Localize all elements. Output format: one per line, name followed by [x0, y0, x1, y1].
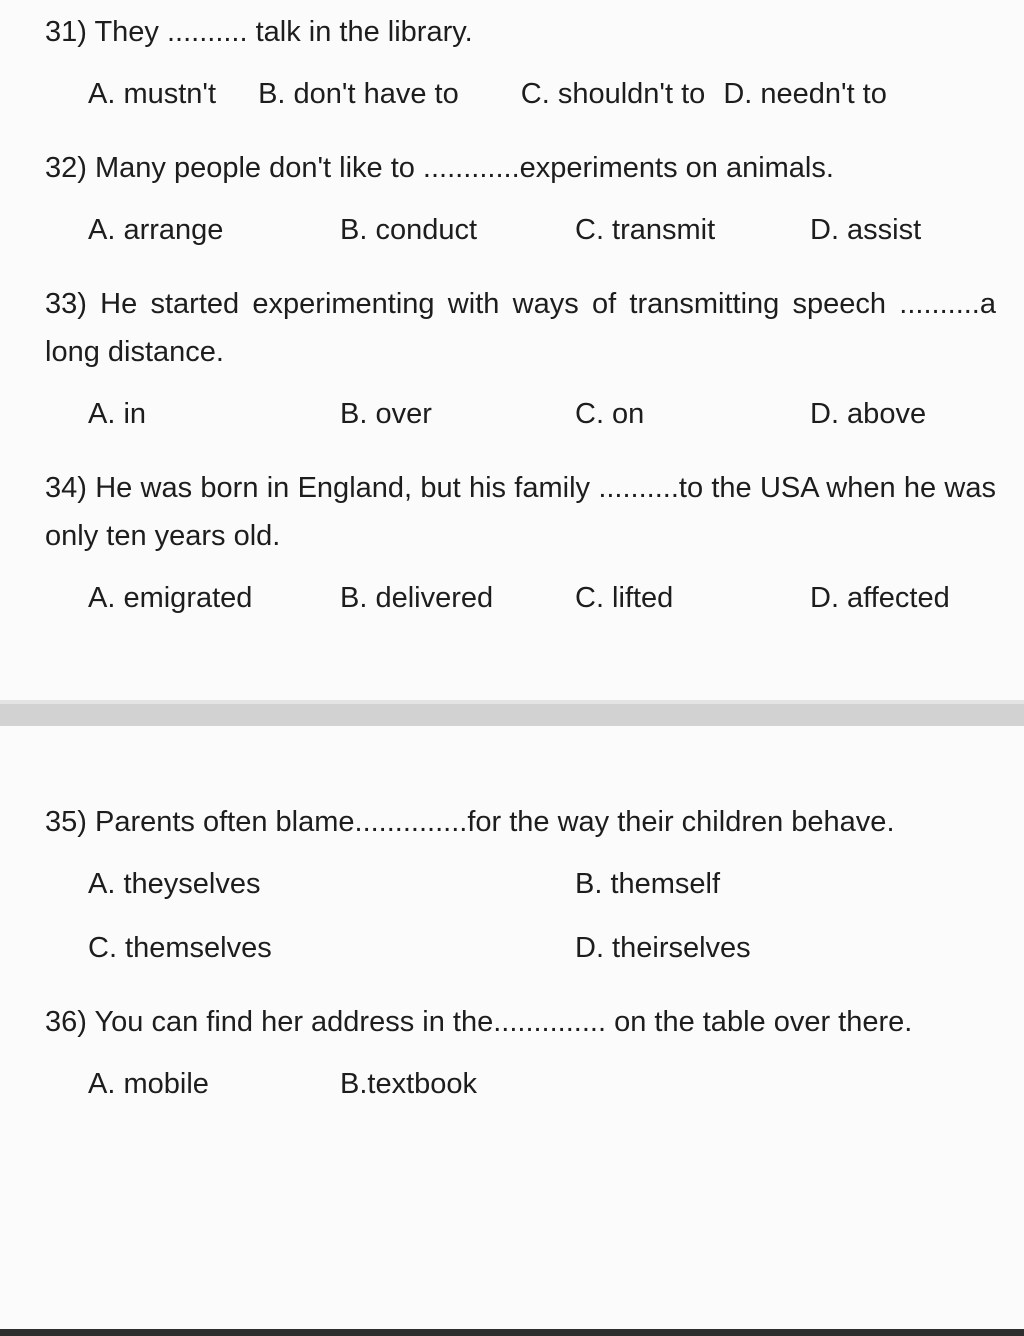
question-31	[45, 8, 996, 118]
option-b: B.textbook	[340, 1068, 478, 1100]
question-34-text: 34) He was born in England, but his family ..........to the USA when he was only ten years old.	[45, 472, 996, 552]
question-32	[45, 144, 996, 254]
option-b: B. conduct	[340, 214, 478, 246]
option-c: C. lifted	[575, 582, 674, 614]
option-a: A. arrange	[88, 214, 224, 246]
option-a: A. emigrated	[88, 582, 253, 614]
option-d: D. theirselves	[575, 932, 751, 964]
option-a: A. theyselves	[88, 868, 261, 900]
option-c: C. on	[575, 398, 645, 430]
option-a: A. in	[88, 398, 147, 430]
option-c: C. themselves	[88, 932, 272, 964]
question-36-options	[45, 1060, 996, 1108]
question-35-text: 35) Parents often blame..............for the way their children behave.	[45, 806, 895, 838]
option-c: C. shouldn't to	[520, 78, 706, 110]
option-a: A. mobile	[88, 1068, 209, 1100]
question-33-text: 33) He started experimenting with ways of transmitting speech ..........a long distance.	[45, 288, 996, 368]
option-b: B. don't have to	[258, 78, 459, 110]
section-questions-35-36	[0, 726, 1024, 1108]
question-31-text: 31) They .......... talk in the library.	[45, 16, 473, 48]
section-questions-31-34	[0, 0, 1024, 622]
question-36-text: 36) You can find her address in the.............. on the table over there.	[45, 1006, 913, 1038]
question-36	[45, 998, 996, 1108]
option-d: D. above	[810, 398, 927, 430]
option-d: D. affected	[810, 582, 950, 614]
question-33	[45, 280, 996, 438]
question-35	[45, 798, 996, 972]
option-b: B. over	[340, 398, 432, 430]
question-31-options	[45, 70, 957, 118]
question-32-options	[45, 206, 996, 254]
option-b: B. delivered	[340, 582, 494, 614]
question-32-text: 32) Many people don't like to ............experiments on animals.	[45, 152, 834, 184]
question-34-options	[45, 574, 996, 622]
option-c: C. transmit	[575, 214, 716, 246]
question-33-options	[45, 390, 996, 438]
option-d: D. needn't to	[723, 78, 887, 110]
scan-bottom-edge	[0, 1329, 1024, 1336]
page-break-band	[0, 700, 1024, 726]
question-35-options	[45, 860, 996, 972]
option-d: D. assist	[810, 214, 922, 246]
question-34	[45, 464, 996, 622]
option-b: B. themself	[575, 868, 721, 900]
option-a: A. mustn't	[88, 78, 217, 110]
